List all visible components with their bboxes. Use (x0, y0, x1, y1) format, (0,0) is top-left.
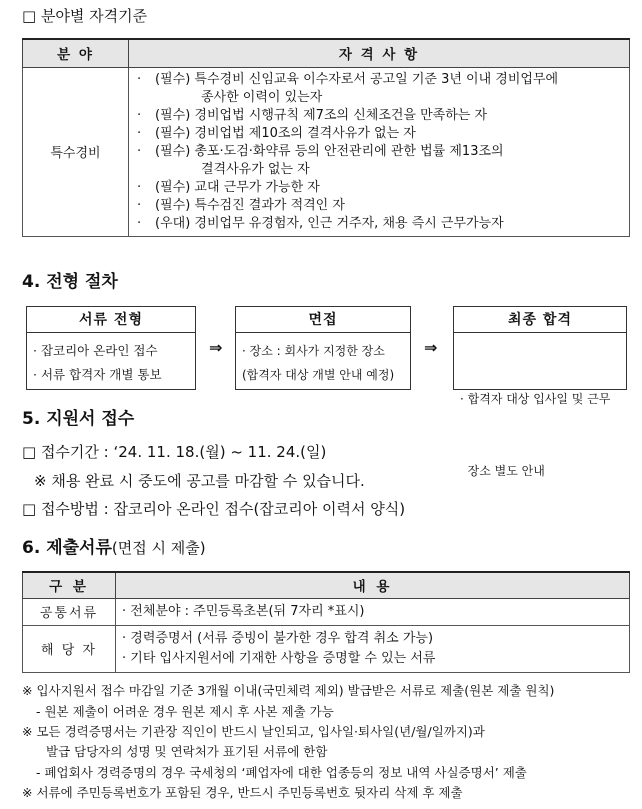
requirement-text: (필수) 총포·도검·화약류 등의 안전관리에 관한 법률 제13조의 (155, 143, 504, 159)
category: 해 당 자 (23, 625, 116, 672)
document-item: · 전체분야 : 주민등록초본(뒤 7자리 *표시) (122, 603, 365, 619)
bullet: · (137, 197, 142, 213)
footnote: 발급 담당자의 성명 및 연락처가 표기된 서류에 한함 (46, 744, 328, 759)
requirement-text: (필수) 특수경비 신임교육 이수자로서 공고일 기준 3년 이내 경비업무에 (155, 71, 559, 87)
documents-row (23, 598, 630, 625)
requirement-item (137, 107, 625, 125)
requirement-text: (필수) 특수검진 결과가 적격인 자 (155, 197, 345, 213)
category: 공통서류 (23, 598, 116, 625)
documents-title (22, 537, 206, 559)
requirement-text: (우대) 경비업무 유경험자, 인근 거주자, 채용 즉시 근무가능자 (155, 215, 504, 231)
header-requirements: 자 격 사 항 (129, 39, 630, 67)
requirement-continuation: 결격사유가 없는 자 (201, 161, 310, 177)
bullet: · (137, 215, 142, 231)
qualification-table-header (23, 39, 630, 67)
documents-table (22, 571, 630, 673)
requirement-text: (필수) 교대 근무가 가능한 자 (155, 179, 320, 195)
documents-row (23, 625, 630, 672)
requirement-item (137, 197, 625, 215)
header-field: 분 야 (23, 39, 129, 67)
requirement-list (129, 67, 630, 236)
step-line: · 잡코리아 온라인 접수 (33, 343, 158, 358)
bullet: · (137, 143, 142, 159)
document-item: · 기타 입사지원서에 기재한 사항을 증명할 수 있는 서류 (122, 650, 436, 666)
documents-title-paren: (면접 시 제출) (111, 539, 206, 557)
requirement-continuation: 종사한 이력이 있는자 (201, 89, 323, 105)
requirement-item (137, 215, 625, 233)
qualification-heading: □ 분야별 자격기준 (22, 7, 148, 25)
bullet: · (137, 179, 142, 195)
requirement-text: (필수) 경비업법 제10조의 결격사유가 없는 자 (155, 125, 416, 141)
step-line: · 장소 : 회사가 지정한 장소 (242, 344, 385, 358)
process-step-final (453, 306, 627, 478)
qualification-row (23, 67, 630, 236)
arrow-icon: ⇒ (424, 338, 438, 357)
documents-title-main: 6. 제출서류 (22, 538, 112, 558)
documents-table-header (23, 572, 630, 598)
footnote: - 원본 제출이 어려운 경우 원본 제시 후 사본 제출 가능 (36, 704, 334, 719)
step-line: (합격자 대상 개별 안내 예정) (242, 368, 395, 382)
process-step-interview (235, 306, 411, 390)
requirement-item (137, 179, 625, 197)
document-item: · 경력증명서 (서류 증빙이 불가한 경우 합격 취소 가능) (122, 630, 434, 646)
header-content: 내 용 (116, 572, 630, 598)
application-method: □ 접수방법 : 잡코리아 온라인 접수(잡코리아 이력서 양식) (22, 500, 406, 518)
bullet: · (137, 125, 142, 141)
process-title: 4. 전형 절차 (22, 272, 118, 292)
requirement-item (137, 125, 625, 143)
bullet: · (137, 107, 142, 123)
step-line: · 합격자 대상 입사일 및 근무 (460, 392, 611, 406)
footnote: ※ 서류에 주민등록번호가 포함된 경우, 반드시 주민등록번호 뒷자리 삭제 후 제출 (22, 785, 463, 800)
application-title: 5. 지원서 접수 (22, 409, 135, 429)
qualification-table (22, 38, 630, 237)
step-line: 장소 별도 안내 (460, 464, 545, 478)
step-line: · 서류 합격자 개별 통보 (33, 367, 162, 382)
arrow-icon: ⇒ (209, 338, 223, 357)
footnote: ※ 모든 경력증명서는 기관장 직인이 반드시 날인되고, 입사일·퇴사일(년/월/일까지)과 (22, 724, 485, 739)
requirement-item (137, 143, 625, 179)
application-note: ※ 채용 완료 시 중도에 공고를 마감할 수 있습니다. (34, 472, 365, 490)
footnote: ※ 입사지원서 접수 마감일 기준 3개월 이내(국민체력 제외) 발급받은 서류로 제출(원본 제출 원칙) (22, 683, 555, 698)
requirement-text: (필수) 경비업법 시행규칙 제7조의 신체조건을 만족하는 자 (155, 107, 488, 123)
field-name: 특수경비 (23, 67, 129, 236)
process-step-document (26, 306, 196, 390)
footnote: - 폐업회사 경력증명의 경우 국세청의 ‘폐업자에 대한 업종등의 정보 내역 사실증명서’ 제출 (36, 765, 527, 780)
step-title: 최종 합격 (454, 307, 626, 333)
step-title: 서류 전형 (27, 307, 195, 333)
bullet: · (137, 71, 142, 87)
requirement-item (137, 71, 625, 107)
step-title: 면접 (236, 307, 410, 333)
application-period: □ 접수기간 : ‘24. 11. 18.(월) ~ 11. 24.(일) (22, 443, 327, 461)
header-category: 구 분 (23, 572, 116, 598)
